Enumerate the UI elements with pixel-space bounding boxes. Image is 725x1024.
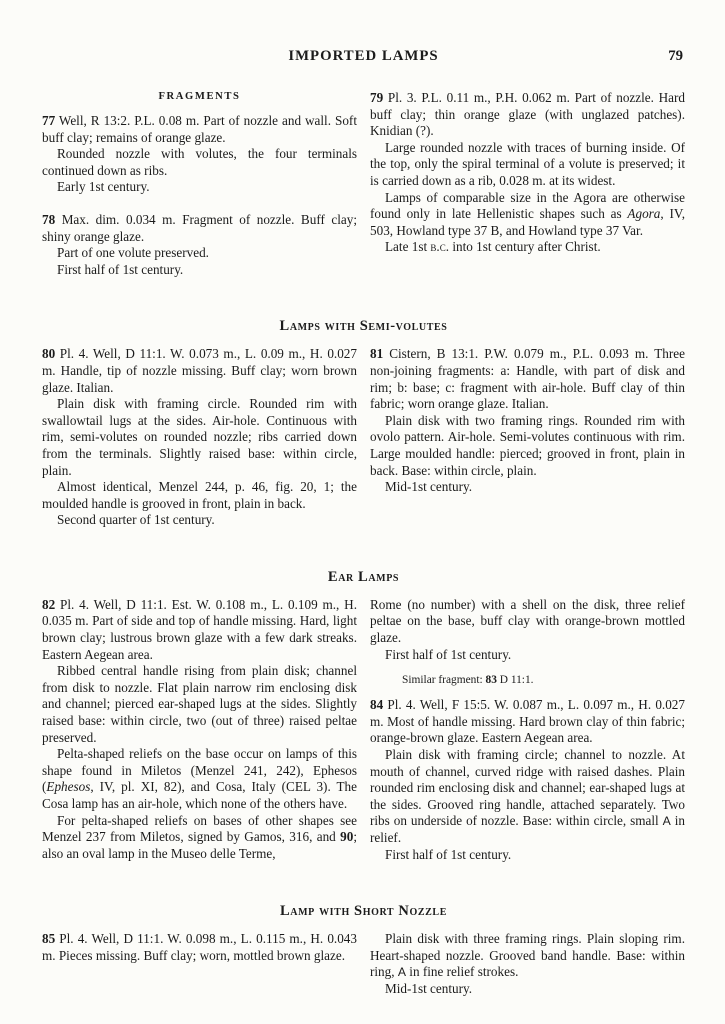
paragraph (42, 663, 357, 746)
paragraph (370, 647, 685, 664)
text-run: Mid-1st century. (385, 980, 473, 996)
text-run: into 1st century after Christ. (449, 239, 601, 255)
entry-84-lead (370, 697, 685, 747)
entry-81-lead (370, 346, 685, 412)
entry-82-lead (42, 597, 357, 663)
paragraph (370, 931, 685, 981)
entry-80-lead (42, 346, 357, 396)
column-right (370, 597, 685, 863)
text-run: , IV, pl. XI, 82), and Cosa, Italy (CEL 3). The Cosa lamp has an air-hole, which none of the others have. (42, 779, 357, 811)
column-right (370, 346, 685, 495)
paragraph (42, 813, 357, 863)
section-heading: Ear Lamps (327, 568, 400, 585)
section-columns (42, 90, 685, 278)
entry-78-lead (42, 212, 357, 245)
section-columns (42, 597, 685, 863)
column-right (370, 931, 685, 997)
text-run: For pelta-shaped reliefs on bases of other shapes see Menzel 237 from Miletos, signed by Gamos, 316, and (42, 812, 357, 845)
column-left (42, 90, 357, 278)
text-run: Almost identical, Menzel 244, p. 46, fig. 20, 1; the moulded handle is grooved in front, plain in back. (42, 479, 357, 511)
text-run: D 11:1. (496, 674, 534, 687)
paragraph (370, 239, 685, 256)
paragraph (42, 512, 357, 529)
text-run: First half of 1st century. (57, 261, 184, 277)
cross-reference-note (370, 673, 685, 687)
text-run: Early 1st century. (57, 179, 150, 195)
paragraph (370, 190, 685, 240)
column-subheading: FRAGMENTS (158, 91, 241, 102)
text-run: Plain disk with framing circle. Rounded rim with swallowtail lugs at the sides. Air-hole. Continuous with rim, semi-volutes on rounded nozzle; ribs carried down from the terminals. Slightly raised base: within circle, plain. (42, 396, 357, 478)
text-run: 78 (42, 211, 56, 227)
section-columns (42, 931, 685, 997)
section-ear-lamps (42, 569, 685, 863)
text-run: Plain disk with framing circle; channel to nozzle. At mouth of channel, curved ridge with raised dashes. Plain rounded rim enclosing disk and channel; ear-shaped lugs at the sides. Grooved ring handle, attached separately. Two ribs on underside of nozzle. Base: within circle, small (370, 747, 685, 829)
text-run: in relief. (370, 813, 685, 845)
paragraph (42, 262, 357, 279)
entry-79-lead (370, 90, 685, 140)
text-run: Rounded nozzle with volutes, the four terminals continued down as ribs. (42, 146, 357, 178)
running-head-title: IMPORTED LAMPS (288, 48, 439, 64)
paragraph (370, 140, 685, 190)
text-run: Large rounded nozzle with traces of burning inside. Of the top, only the spiral terminal of a volute is preserved; it is carried down as a rib, 0.028 m. at its widest. (370, 139, 685, 188)
section-columns (42, 346, 685, 529)
text-run: 81 (370, 346, 384, 362)
column-left (42, 931, 357, 964)
text-run: Second quarter of 1st century. (57, 512, 215, 528)
text-run: Ribbed central handle rising from plain disk; channel from disk to nozzle. Flat plain narrow rim enclosing disk and channel; pierced ear-shaped lugs at the sides. Slightly raised base: within circle, two (out of three) raised peltae preserved. (42, 663, 357, 745)
text-run: in fine relief strokes. (405, 964, 519, 980)
paragraph (370, 847, 685, 864)
paragraph (370, 747, 685, 847)
text-run: Pl. 4. Well, D 11:1. W. 0.098 m., L. 0.115 m., H. 0.043 m. Pieces missing. Buff clay; worn, mottled brown glaze. (42, 931, 357, 963)
paragraph (370, 981, 685, 998)
paragraph (42, 479, 357, 512)
text-run: 80 (42, 346, 56, 362)
text-run: Similar fragment: (402, 674, 486, 687)
column-left (42, 346, 357, 529)
paragraph (42, 746, 357, 812)
text-run: Rome (no number) with a shell on the disk, three relief peltae on the base, buff clay with orange-brown mottled glaze. (370, 596, 685, 646)
text-run: A (662, 814, 671, 829)
entry-85-lead (42, 931, 357, 964)
catalog-sections (42, 90, 685, 998)
text-run: Part of one volute preserved. (57, 245, 209, 261)
text-run: Late 1st (385, 239, 431, 255)
text-run: Pelta-shaped reliefs on the base occur on lamps of this shape found in Miletos (Menzel 241, 242), Ephesos ( (42, 746, 357, 795)
paragraph (42, 179, 357, 196)
text-run: Plain disk with three framing rings. Plain sloping rim. Heart-shaped nozzle. Grooved band handle. Base: within ring, (370, 931, 685, 980)
text-run: First half of 1st century. (385, 846, 512, 862)
text-run: 90 (340, 829, 354, 845)
text-run: First half of 1st century. (385, 646, 512, 662)
text-run: Cistern, B 13:1. P.W. 0.079 m., P.L. 0.093 m. Three non-joining fragments: a: Handle, with part of disk and rim; b: base; c: fragment with air-hole. Buff clay of thin fabric; worn orange glaze. Italian. (370, 346, 685, 412)
text-run: Max. dim. 0.034 m. Fragment of nozzle. Buff clay; shiny orange glaze. (42, 211, 357, 244)
column-right (370, 90, 685, 256)
column-left (42, 597, 357, 863)
text-run: b.c. (430, 239, 450, 255)
text-run: Pl. 4. Well, D 11:1. Est. W. 0.108 m., L. 0.109 m., H. 0.035 m. Part of side and top of handle missing. Hard, light brown clay; lustrous brown glaze with a few dark streaks. Eastern Aegean area. (42, 596, 357, 662)
text-run: Pl. 4. Well, F 15:5. W. 0.087 m., L. 0.097 m., H. 0.027 m. Most of handle missing. Hard brown clay of thin fabric; orange-brown glaze. Eastern Aegean area. (370, 697, 685, 746)
entry-77-lead (42, 113, 357, 146)
section-lamps-with-semi-volutes (42, 318, 685, 529)
text-run: Pl. 4. Well, D 11:1. W. 0.073 m., L. 0.09 m., H. 0.027 m. Handle, tip of nozzle missing. Buff clay; worn brown glaze. Italian. (42, 346, 357, 395)
section-fragments (42, 90, 685, 278)
text-run: , IV, 503, Howland type 37 B, and Howland type 37 Var. (370, 206, 686, 238)
paragraph (42, 396, 357, 479)
text-run: 79 (370, 90, 384, 105)
section-heading: Lamps with Semi-volutes (279, 318, 448, 335)
paragraph (370, 413, 685, 479)
text-run: Well, R 13:2. P.L. 0.08 m. Part of nozzle and wall. Soft buff clay; remains of orange glaze. (42, 113, 357, 145)
text-run: A (397, 965, 406, 980)
text-run: 85 (42, 931, 56, 947)
text-run: Plain disk with two framing rings. Rounded rim with ovolo pattern. Air-hole. Semi-volutes continuous with rim. Large moulded handle: pierced; grooved in front, plain in back. Base: within circle, plain. (370, 412, 685, 478)
section-lamp-with-short-nozzle (42, 903, 685, 997)
text-run: Agora (627, 206, 661, 222)
text-run: Ephesos (46, 779, 91, 795)
text-run: ; also an oval lamp in the Museo delle Terme, (42, 829, 357, 861)
page-number: 79 (668, 48, 683, 64)
text-run: 84 (370, 697, 384, 713)
section-heading: Lamp with Short Nozzle (280, 903, 447, 920)
text-run: Pl. 3. P.L. 0.11 m., P.H. 0.062 m. Part of nozzle. Hard buff clay; thin orange glaze (with unglazed patches). Knidian (?). (370, 90, 685, 139)
paragraph (370, 597, 685, 647)
paragraph (370, 479, 685, 496)
text-run: Lamps of comparable size in the Agora are otherwise found only in late Hellenistic shapes such as (370, 189, 685, 222)
running-head (42, 48, 685, 68)
text-run: 82 (42, 596, 56, 612)
text-run: 83 (485, 674, 497, 687)
text-run: Mid-1st century. (385, 479, 473, 495)
paragraph (42, 146, 357, 179)
text-run: 77 (42, 113, 56, 128)
paragraph (42, 245, 357, 262)
